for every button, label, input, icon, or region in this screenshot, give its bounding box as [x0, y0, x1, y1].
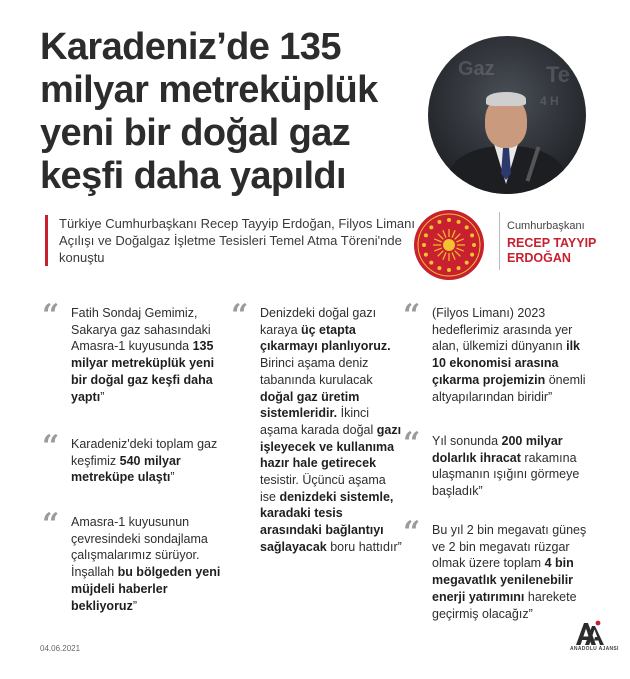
quote-segment: (Filyos Limanı) 2023 hedeflerimiz arasında yer alan, ülkemizi dünyanın [432, 306, 573, 354]
quote-text [432, 434, 579, 498]
quote-segment: Fatih Sondaj Gemimiz, Sakarya gaz sahasındaki Amasra-1 kuyusunda [71, 306, 211, 354]
quote-mark-icon: “ [231, 298, 249, 333]
quote-segment: ” [132, 598, 137, 613]
speaker-photo [428, 36, 586, 194]
quote-segment: rakamına ulaşmanın ışığını görmeye başladık” [432, 450, 580, 499]
quote-highlight: doğal gaz üretim sistemleridir. [260, 389, 360, 421]
quote-mark-icon: “ [42, 429, 60, 464]
anadolu-agency-logo-icon [575, 620, 605, 646]
speaker-title: Cumhurbaşkanı [507, 220, 585, 232]
quote-highlight: 4 bin megavatlık yenilenebilir enerji yatırımını [432, 556, 574, 604]
quote-block [231, 298, 404, 556]
quote-mark-icon: “ [403, 515, 421, 550]
quote-block [42, 507, 226, 614]
quote-segment: Birinci aşama deniz tabanında kurulacak [260, 356, 373, 387]
quote-segment: Yıl sonunda [432, 434, 502, 448]
quote-highlight: üç etapta çıkarmayı planlıyoruz. [260, 322, 391, 354]
speaker-name-block [507, 220, 607, 266]
headline-line: milyar metreküplük [40, 69, 378, 111]
photo-backdrop-text: Te [546, 62, 571, 87]
quote-block [42, 429, 231, 486]
photo-hair [486, 92, 526, 106]
headline-line: yeni bir doğal gaz [40, 112, 351, 154]
quote-text [71, 515, 220, 613]
quote-segment: İkinci aşama karada doğal [260, 406, 377, 437]
presidential-seal-icon [413, 209, 485, 281]
quote-mark-icon: “ [42, 298, 60, 333]
logo-text: ANADOLU AJANSI [570, 646, 619, 652]
quote-segment: harekete geçirmiş olacağız” [432, 589, 577, 621]
quote-segment: önemli altyapılarından biridir” [432, 372, 586, 404]
quote-block [403, 298, 590, 405]
intro-text: Türkiye Cumhurbaşkanı Recep Tayyip Erdoğan, Filyos Limanı Açılışı ve Doğalgaz İşletme Tesisleri Temel Atma Töreni'nde konuştu [45, 215, 424, 266]
photo-backdrop-text: 4 H [540, 94, 559, 108]
speaker-name: RECEP TAYYIP ERDOĞAN [507, 236, 597, 265]
quote-text [260, 306, 402, 554]
quote-mark-icon: “ [403, 298, 421, 333]
quote-segment: boru hattıdır” [326, 539, 402, 554]
quote-mark-icon: “ [403, 426, 421, 461]
quote-segment: Bu yıl 2 bin megavatı güneş ve 2 bin megavatı rüzgar olmak üzere toplam [432, 523, 587, 571]
headline [40, 26, 420, 198]
quote-mark-icon: “ [42, 507, 60, 542]
quote-block [403, 426, 580, 500]
photo-backdrop-text: Gaz [458, 58, 495, 80]
publish-date: 04.06.2021 [40, 644, 81, 653]
quote-segment: Denizdeki doğal gazı karaya [260, 306, 377, 337]
quote-text [432, 306, 586, 404]
quote-highlight: ilk 10 ekonomisi arasına çıkarma projemizin [432, 339, 581, 387]
quote-highlight: 200 milyar dolarlık ihracat [432, 434, 563, 465]
quote-text [71, 437, 217, 484]
quote-segment: Amasra-1 kuyusunun çevresindeki sondajlama çalışmalarımız sürüyor. İnşallah [71, 515, 208, 580]
headline-line: keşfi daha yapıldı [40, 155, 346, 197]
quote-text [71, 306, 214, 404]
quote-highlight: 135 milyar metreküplük yeni bir doğal gaz keşfi daha yaptı [71, 339, 215, 404]
quote-block [42, 298, 221, 405]
quote-highlight: bu bölgeden yeni müjdeli haberler bekliyoruz [71, 565, 221, 613]
quote-highlight: denizdeki sistemle, karadaki tesis arasındaki bağlantıyı sağlayacak [260, 489, 394, 554]
quote-highlight: 540 milyar metreküpe ulaştı [71, 453, 181, 485]
quote-highlight: gazı işleyecek ve kullanıma hazır hale getirecek [260, 422, 402, 471]
quote-segment: ” [170, 470, 175, 485]
quote-segment: ” [100, 389, 105, 404]
quote-text [432, 523, 586, 621]
quote-segment: Karadeniz'deki toplam gaz keşfimiz [71, 437, 218, 468]
anadolu-agency-logo [570, 620, 619, 652]
quote-block [403, 515, 590, 622]
headline-line: Karadeniz’de 135 [40, 26, 341, 68]
divider [499, 212, 500, 270]
quote-segment: tesistir. Üçüncü aşama ise [260, 473, 386, 504]
